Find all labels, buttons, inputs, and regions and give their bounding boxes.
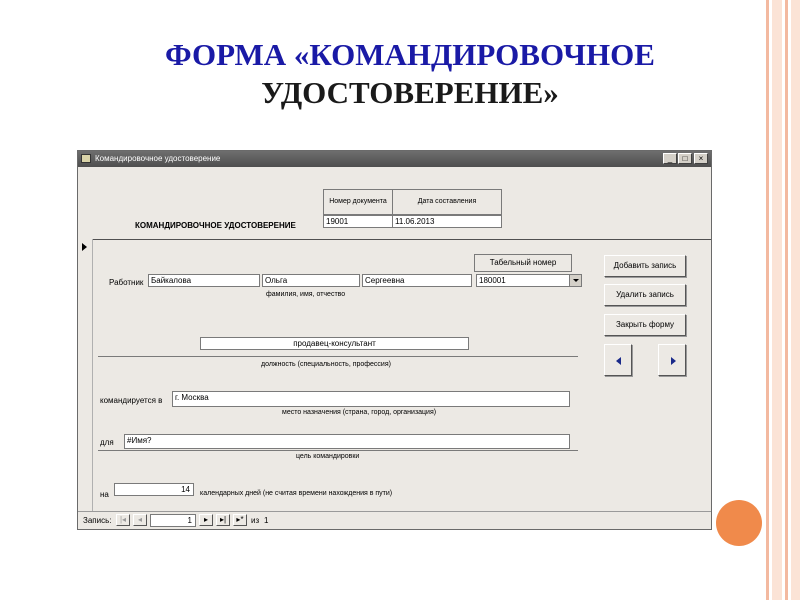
days-field[interactable]: 14 xyxy=(114,483,194,496)
purpose-field[interactable]: #Имя? xyxy=(124,434,570,449)
chevron-down-icon[interactable] xyxy=(569,275,581,286)
tab-number-value: 180001 xyxy=(479,276,506,285)
window-title: Командировочное удостоверение xyxy=(95,154,221,163)
decor-stripe xyxy=(785,0,788,600)
next-record-button[interactable] xyxy=(658,344,686,376)
decor-stripe xyxy=(772,0,782,600)
last-record-button[interactable]: ▸| xyxy=(216,514,230,526)
close-window-button[interactable]: × xyxy=(694,153,708,164)
tab-number-combo[interactable] xyxy=(476,274,582,287)
slide-title-line2: УДОСТОВЕРЕНИЕ» xyxy=(261,75,559,110)
close-form-button[interactable]: Закрыть форму xyxy=(604,314,686,336)
destination-label: командируется в xyxy=(100,396,163,405)
employee-label: Работник xyxy=(109,278,144,287)
prev-record-nav-button[interactable]: ◂ xyxy=(133,514,147,526)
doc-number-header-text: Номер документа xyxy=(329,198,387,205)
date-header xyxy=(392,189,502,215)
doc-number-field[interactable]: 19001 xyxy=(323,215,393,228)
form-icon xyxy=(81,154,91,163)
header-divider xyxy=(78,239,711,240)
form-title: КОМАНДИРОВОЧНОЕ УДОСТОВЕРЕНИЕ xyxy=(135,221,296,230)
doc-number-header xyxy=(323,189,393,215)
tab-number-header-text: Табельный номер xyxy=(489,258,557,267)
form-header xyxy=(78,167,711,239)
date-header-text: Дата составления xyxy=(417,198,477,205)
next-record-nav-button[interactable]: ▸ xyxy=(199,514,213,526)
maximize-button[interactable]: □ xyxy=(678,153,692,164)
record-nav-bar xyxy=(78,511,711,529)
slide-title-line1: ФОРМА «КОМАНДИРОВОЧНОЕ xyxy=(165,37,655,72)
add-record-button[interactable]: Добавить запись xyxy=(604,255,686,277)
decor-stripe xyxy=(791,0,800,600)
chevron-right-icon xyxy=(671,357,676,365)
new-record-button[interactable]: ▸* xyxy=(233,514,247,526)
tab-number-header xyxy=(474,254,572,272)
position-divider xyxy=(98,356,578,357)
purpose-label: для xyxy=(100,438,114,447)
window-titlebar xyxy=(78,151,711,167)
minimize-button[interactable]: _ xyxy=(663,153,677,164)
date-field[interactable]: 11.06.2013 xyxy=(392,215,502,228)
first-name-field[interactable]: Ольга xyxy=(262,274,360,287)
prev-record-button[interactable] xyxy=(604,344,632,376)
record-nav-label: Запись: xyxy=(83,516,112,525)
record-selector[interactable] xyxy=(78,239,93,514)
record-of-label: из xyxy=(251,516,260,525)
current-record-field[interactable]: 1 xyxy=(150,514,196,527)
delete-record-button[interactable]: Удалить запись xyxy=(604,284,686,306)
slide-title xyxy=(90,36,730,112)
destination-caption: место назначения (страна, город, организация) xyxy=(282,409,437,416)
decor-stripe xyxy=(766,0,769,600)
position-field[interactable]: продавец-консультант xyxy=(200,337,469,350)
fio-caption: фамилия, имя, отчество xyxy=(266,291,346,298)
record-total: 1 xyxy=(264,516,269,525)
last-name-field[interactable]: Байкалова xyxy=(148,274,260,287)
patronymic-field[interactable]: Сергеевна xyxy=(362,274,472,287)
form-window xyxy=(77,150,712,530)
purpose-caption: цель командировки xyxy=(296,453,360,460)
purpose-divider xyxy=(98,450,578,451)
duration-label: на xyxy=(100,490,109,499)
current-record-icon xyxy=(82,243,87,251)
first-record-button[interactable]: |◂ xyxy=(116,514,130,526)
destination-field[interactable]: г. Москва xyxy=(172,391,570,407)
decor-circle xyxy=(716,500,762,546)
position-caption: должность (специальность, профессия) xyxy=(261,361,391,368)
chevron-left-icon xyxy=(616,357,621,365)
days-caption: календарных дней (не считая времени нахождения в пути) xyxy=(200,490,393,497)
